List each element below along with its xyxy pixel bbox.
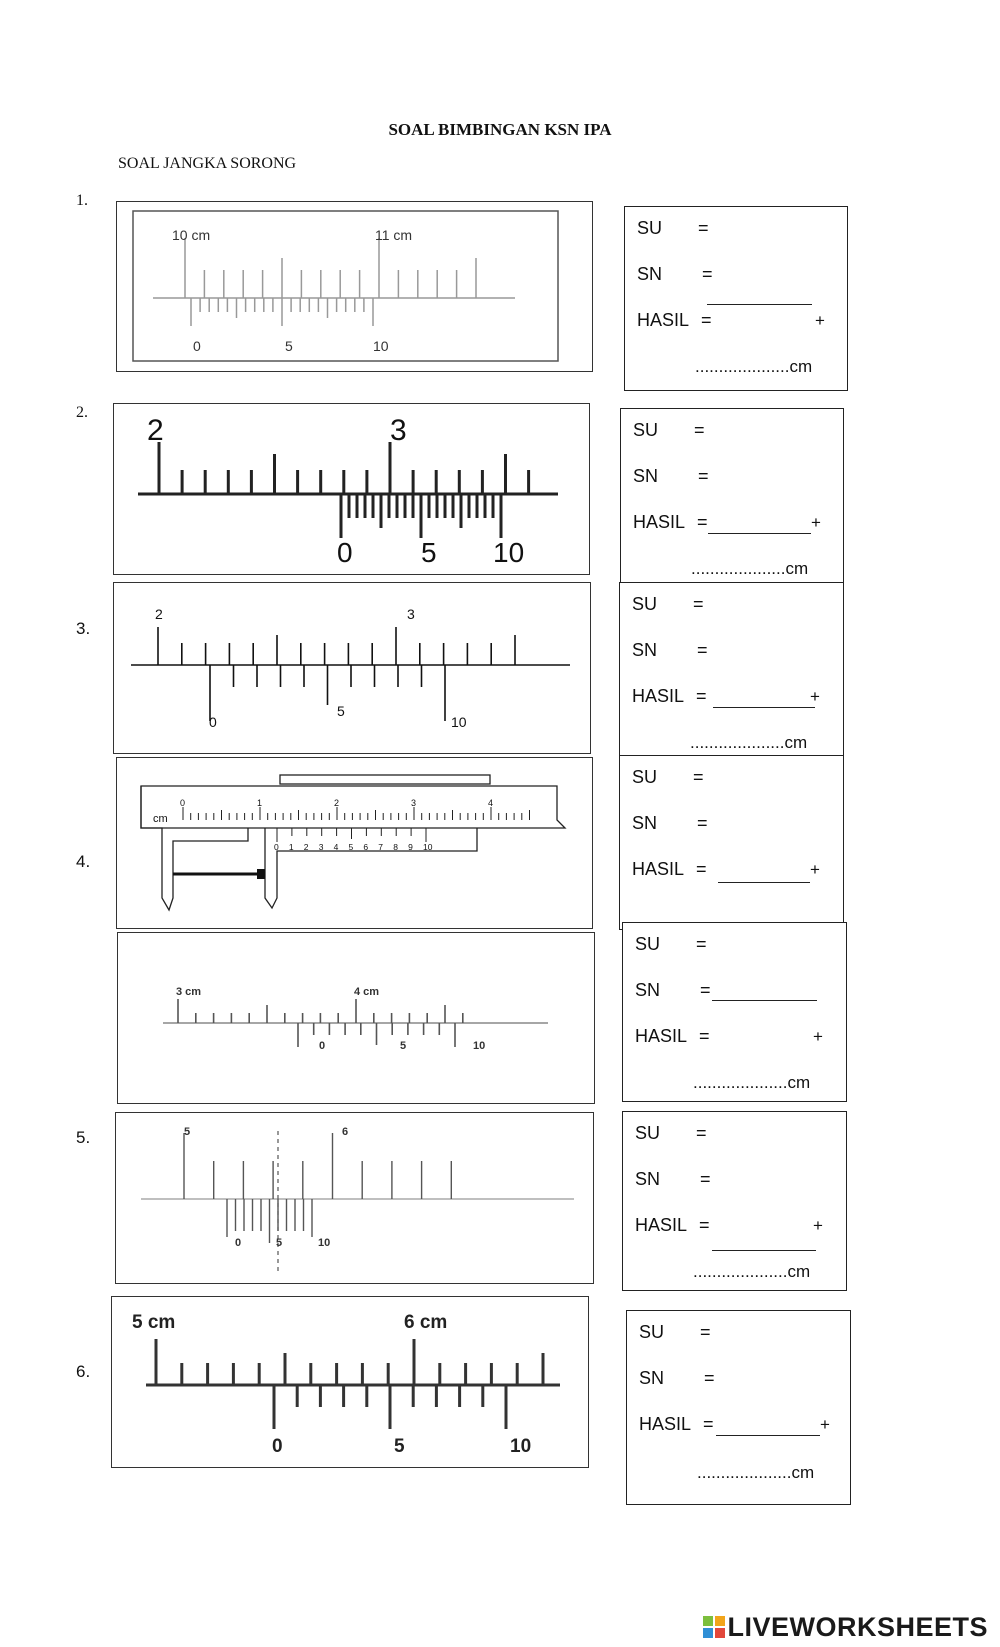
su-label: SU — [635, 934, 661, 954]
vernier-label: 2 — [303, 842, 309, 852]
main-label-3: 3 — [390, 414, 407, 447]
question-number-6: 6. — [76, 1362, 91, 1381]
caliper-figure-6 — [111, 1296, 589, 1468]
fraction-line — [716, 1435, 820, 1436]
main-label-6: 6 — [342, 1126, 349, 1138]
answer-box-1: SU = SN = HASIL = + ....................cm — [624, 206, 848, 391]
vernier-label-5: 5 — [276, 1237, 283, 1249]
main-label-5: 5 — [184, 1126, 191, 1138]
main-label-11cm: 11 cm — [375, 227, 413, 243]
result-blank[interactable]: ....................cm — [695, 357, 813, 376]
vernier-label-10: 10 — [493, 537, 525, 568]
main-label-6cm: 6 cm — [404, 1312, 448, 1333]
answer-box-4: SU = SN = HASIL = + — [619, 755, 844, 930]
liveworksheets-logo-icon — [703, 1616, 725, 1638]
hasil-label: HASIL — [635, 1026, 688, 1046]
fraction-line — [712, 1000, 817, 1001]
main-label-10cm: 10 cm — [172, 227, 211, 243]
vernier-label-5: 5 — [421, 537, 437, 568]
sn-label: SN — [632, 813, 658, 833]
sn-label: SN — [635, 980, 661, 1000]
caliper-figure-4 — [116, 757, 593, 929]
vernier-label-0: 0 — [337, 537, 353, 568]
vernier-label: 3 — [318, 842, 324, 852]
main-label-5cm: 5 cm — [132, 1312, 176, 1333]
vernier-label-5: 5 — [394, 1436, 405, 1457]
sn-label: SN — [632, 640, 658, 660]
sn-label: SN — [633, 466, 659, 486]
vernier-label-0: 0 — [209, 714, 217, 730]
caliper-figure-1 — [116, 201, 593, 372]
caliper-figure-5 — [115, 1112, 594, 1284]
vernier-label-5: 5 — [400, 1040, 407, 1052]
question-number-5: 5. — [76, 1128, 91, 1147]
answer-box-6: SU = SN = HASIL = + ....................cm — [626, 1310, 851, 1505]
vernier-label: 6 — [363, 842, 369, 852]
answer-box-3: SU = SN = HASIL = + ....................cm — [619, 582, 844, 757]
su-label: SU — [635, 1123, 661, 1143]
main-label: 4 — [488, 798, 494, 808]
main-label: 2 — [334, 798, 340, 808]
vernier-label-10: 10 — [373, 338, 389, 354]
vernier-label: 5 — [348, 842, 354, 852]
result-blank[interactable]: ....................cm — [693, 1262, 811, 1281]
fraction-line — [713, 707, 815, 708]
vernier-label-5: 5 — [337, 703, 345, 719]
su-label: SU — [637, 218, 663, 238]
sn-label: SN — [639, 1368, 665, 1388]
su-label: SU — [632, 594, 658, 614]
result-blank[interactable]: ....................cm — [693, 1073, 811, 1092]
answer-box-5: SU = SN = HASIL = + ....................cm — [622, 1111, 847, 1291]
vernier-label-0: 0 — [272, 1436, 283, 1457]
result-blank[interactable]: ....................cm — [690, 733, 808, 752]
vernier-label-10: 10 — [451, 714, 467, 730]
vernier-label: 0 — [274, 842, 279, 852]
sn-label: SN — [637, 264, 663, 284]
question-number-4: 4. — [76, 852, 91, 871]
vernier-label-0: 0 — [193, 338, 201, 354]
vernier-label: 4 — [333, 842, 339, 852]
caliper-figure-4b — [117, 932, 595, 1104]
hasil-label: HASIL — [637, 310, 690, 330]
question-number-1: 1. — [76, 192, 88, 209]
hasil-label: HASIL — [635, 1215, 688, 1235]
main-label-3: 3 — [407, 606, 415, 622]
fraction-line — [712, 1250, 816, 1251]
vernier-label: 8 — [393, 842, 398, 852]
main-label: 3 — [411, 798, 417, 808]
main-label-4cm: 4 cm — [354, 986, 380, 998]
vernier-label: 7 — [378, 842, 384, 852]
brand-name: LIVEWORKSHEETS — [727, 1612, 988, 1642]
result-blank[interactable]: ....................cm — [697, 1463, 815, 1482]
vernier-label: 10 — [423, 842, 433, 852]
fraction-line — [718, 882, 810, 883]
vernier-label: 9 — [408, 842, 413, 852]
hasil-label: HASIL — [632, 686, 685, 706]
result-blank[interactable]: ....................cm — [691, 559, 809, 578]
question-number-2: 2. — [76, 404, 88, 421]
vernier-label-5: 5 — [285, 338, 293, 354]
hasil-label: HASIL — [633, 512, 686, 532]
sn-label: SN — [635, 1169, 661, 1189]
vernier-label-10: 10 — [318, 1237, 331, 1249]
worksheet-subtitle: SOAL JANGKA SORONG — [118, 155, 297, 172]
unit-label: cm — [153, 813, 168, 825]
hasil-label: HASIL — [632, 859, 685, 879]
vernier-label-10: 10 — [473, 1040, 486, 1052]
main-label-2: 2 — [147, 414, 164, 447]
vernier-label-0: 0 — [319, 1040, 326, 1052]
answer-box-4b: SU = SN = HASIL = + ....................cm — [622, 922, 847, 1102]
caliper-figure-2 — [113, 403, 590, 575]
su-label: SU — [632, 767, 658, 787]
vernier-label: 1 — [288, 842, 294, 852]
main-label: 0 — [180, 798, 186, 808]
su-label: SU — [639, 1322, 665, 1342]
fraction-line — [708, 533, 811, 534]
caliper-figure-3 — [113, 582, 591, 754]
worksheet-title: SOAL BIMBINGAN KSN IPA — [388, 120, 612, 139]
su-label: SU — [633, 420, 659, 440]
main-label-2: 2 — [155, 606, 163, 622]
fraction-line — [707, 304, 812, 305]
vernier-label-10: 10 — [510, 1436, 532, 1457]
main-label-3cm: 3 cm — [176, 986, 202, 998]
vernier-label-0: 0 — [235, 1237, 242, 1249]
answer-box-2: SU = SN = HASIL = + ....................cm — [620, 408, 844, 583]
brand-footer — [703, 1612, 988, 1643]
question-number-3: 3. — [76, 619, 91, 638]
hasil-label: HASIL — [639, 1414, 692, 1434]
main-label: 1 — [257, 798, 263, 808]
